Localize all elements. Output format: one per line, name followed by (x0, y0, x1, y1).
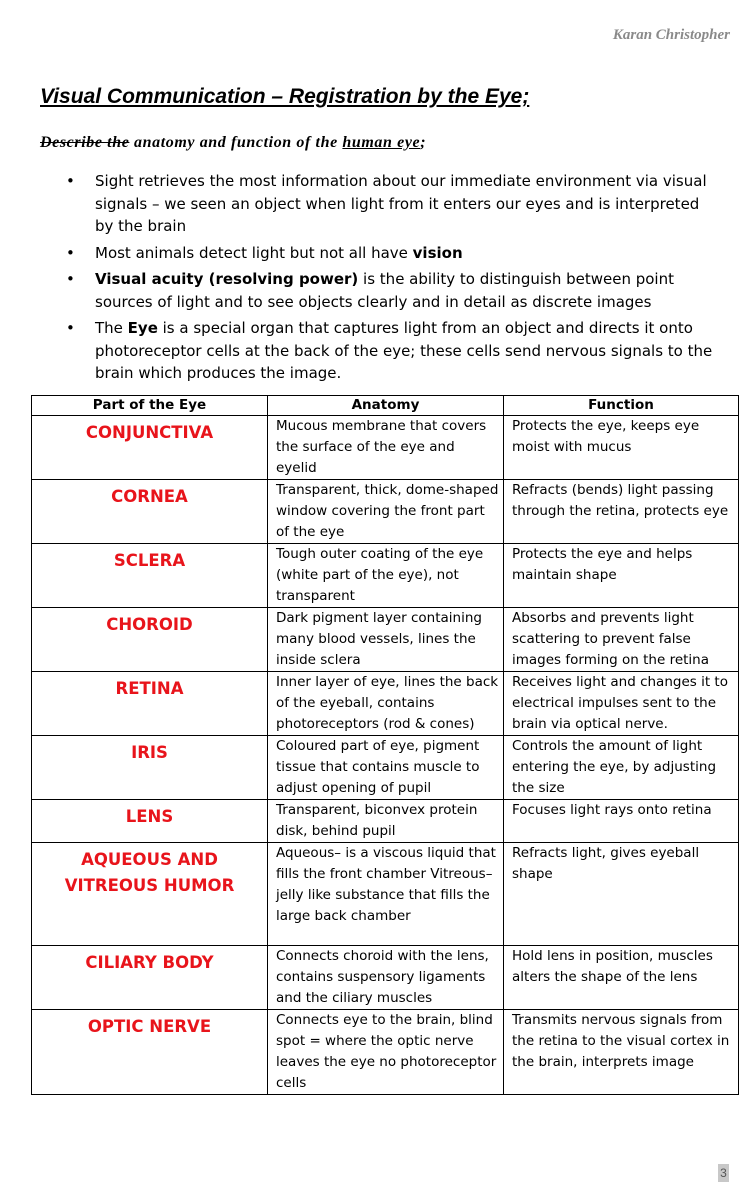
header-function: Function (504, 396, 739, 416)
table-row (32, 736, 739, 800)
bullet-text: is the ability to distinguish between point sources of light and to see objects clearly and in detail as discrete images (95, 270, 674, 311)
bullet-text: is a special organ that captures light from an object and directs it onto photoreceptor cells at the back of the eye; these cells send nervous signals to the brain which produces the image. (95, 319, 713, 382)
table-row (32, 946, 739, 1010)
part-name: CHOROID (32, 608, 268, 672)
part-name: SCLERA (32, 544, 268, 608)
bullet-item (0, 317, 715, 385)
function-cell: Transmits nervous signals from the retina to the visual cortex in the brain, interprets image (504, 1010, 739, 1095)
subtitle-text: anatomy and function of the (129, 134, 343, 151)
bullet-dot-icon: • (66, 270, 75, 288)
table-row (32, 416, 739, 480)
table-row (32, 800, 739, 843)
table-row (32, 843, 739, 946)
table-row (32, 608, 739, 672)
bullet-dot-icon: • (66, 172, 75, 190)
function-cell: Refracts (bends) light passing through the retina, protects eye (504, 480, 739, 544)
bullet-item (0, 242, 715, 265)
function-cell: Refracts light, gives eyeball shape (504, 843, 739, 946)
subtitle-end: ; (420, 134, 427, 151)
anatomy-cell: Dark pigment layer containing many blood vessels, lines the inside sclera (268, 608, 504, 672)
bullet-bold: Visual acuity (resolving power) (95, 270, 359, 288)
part-name: CONJUNCTIVA (32, 416, 268, 480)
anatomy-cell: Connects choroid with the lens, contains suspensory ligaments and the ciliary muscles (268, 946, 504, 1010)
bullet-dot-icon: • (66, 319, 75, 337)
anatomy-cell: Coloured part of eye, pigment tissue that contains muscle to adjust opening of pupil (268, 736, 504, 800)
table-header-row (32, 396, 739, 416)
bullet-text: The (95, 319, 128, 337)
function-cell: Controls the amount of light entering the eye, by adjusting the size (504, 736, 739, 800)
header-part: Part of the Eye (32, 396, 268, 416)
anatomy-cell: Inner layer of eye, lines the back of the eyeball, contains photoreceptors (rod & cones) (268, 672, 504, 736)
function-cell: Absorbs and prevents light scattering to prevent false images forming on the retina (504, 608, 739, 672)
page-title: Visual Communication – Registration by the Eye; (40, 85, 530, 108)
function-cell: Hold lens in position, muscles alters the shape of the lens (504, 946, 739, 1010)
part-name: RETINA (32, 672, 268, 736)
anatomy-cell: Transparent, thick, dome-shaped window covering the front part of the eye (268, 480, 504, 544)
function-cell: Receives light and changes it to electrical impulses sent to the brain via optical nerve. (504, 672, 739, 736)
part-name: OPTIC NERVE (32, 1010, 268, 1095)
function-cell: Focuses light rays onto retina (504, 800, 739, 843)
anatomy-cell: Transparent, biconvex protein disk, behind pupil (268, 800, 504, 843)
table-row (32, 672, 739, 736)
bullet-list (0, 170, 752, 389)
anatomy-cell: Mucous membrane that covers the surface of the eye and eyelid (268, 416, 504, 480)
function-cell: Protects the eye and helps maintain shape (504, 544, 739, 608)
bullet-text: Sight retrieves the most information about our immediate environment via visual signals – we seen an object when light from it enters our eyes and is interpreted by the brain (95, 172, 707, 235)
subtitle-underlined: human eye (342, 134, 421, 151)
bullet-bold: Eye (127, 319, 158, 337)
part-name: AQUEOUS AND VITREOUS HUMOR (32, 843, 268, 946)
part-name: CORNEA (32, 480, 268, 544)
anatomy-cell: Aqueous– is a viscous liquid that fills the front chamber Vitreous– jelly like substance that fills the large back chamber (268, 843, 504, 946)
bullet-text: Most animals detect light but not all have (95, 243, 413, 262)
part-name: CILIARY BODY (32, 946, 268, 1010)
author-name: Karan Christopher (612, 27, 730, 43)
part-name: LENS (32, 800, 268, 843)
page-number: 3 (718, 1164, 729, 1182)
anatomy-cell: Tough outer coating of the eye (white part of the eye), not transparent (268, 544, 504, 608)
function-cell: Protects the eye, keeps eye moist with mucus (504, 416, 739, 480)
header-anatomy: Anatomy (268, 396, 504, 416)
anatomy-cell: Connects eye to the brain, blind spot = where the optic nerve leaves the eye no photoreceptor cells (268, 1010, 504, 1095)
bullet-bold: vision (412, 243, 463, 262)
bullet-item (0, 170, 715, 238)
table-row (32, 480, 739, 544)
subtitle-struck: Describe the (40, 134, 130, 151)
bullet-dot-icon: • (66, 243, 75, 262)
table-row (32, 544, 739, 608)
eye-anatomy-table (31, 395, 739, 1095)
bullet-item (0, 268, 715, 313)
part-name: IRIS (32, 736, 268, 800)
table-row (32, 1010, 739, 1095)
subtitle (40, 134, 426, 152)
